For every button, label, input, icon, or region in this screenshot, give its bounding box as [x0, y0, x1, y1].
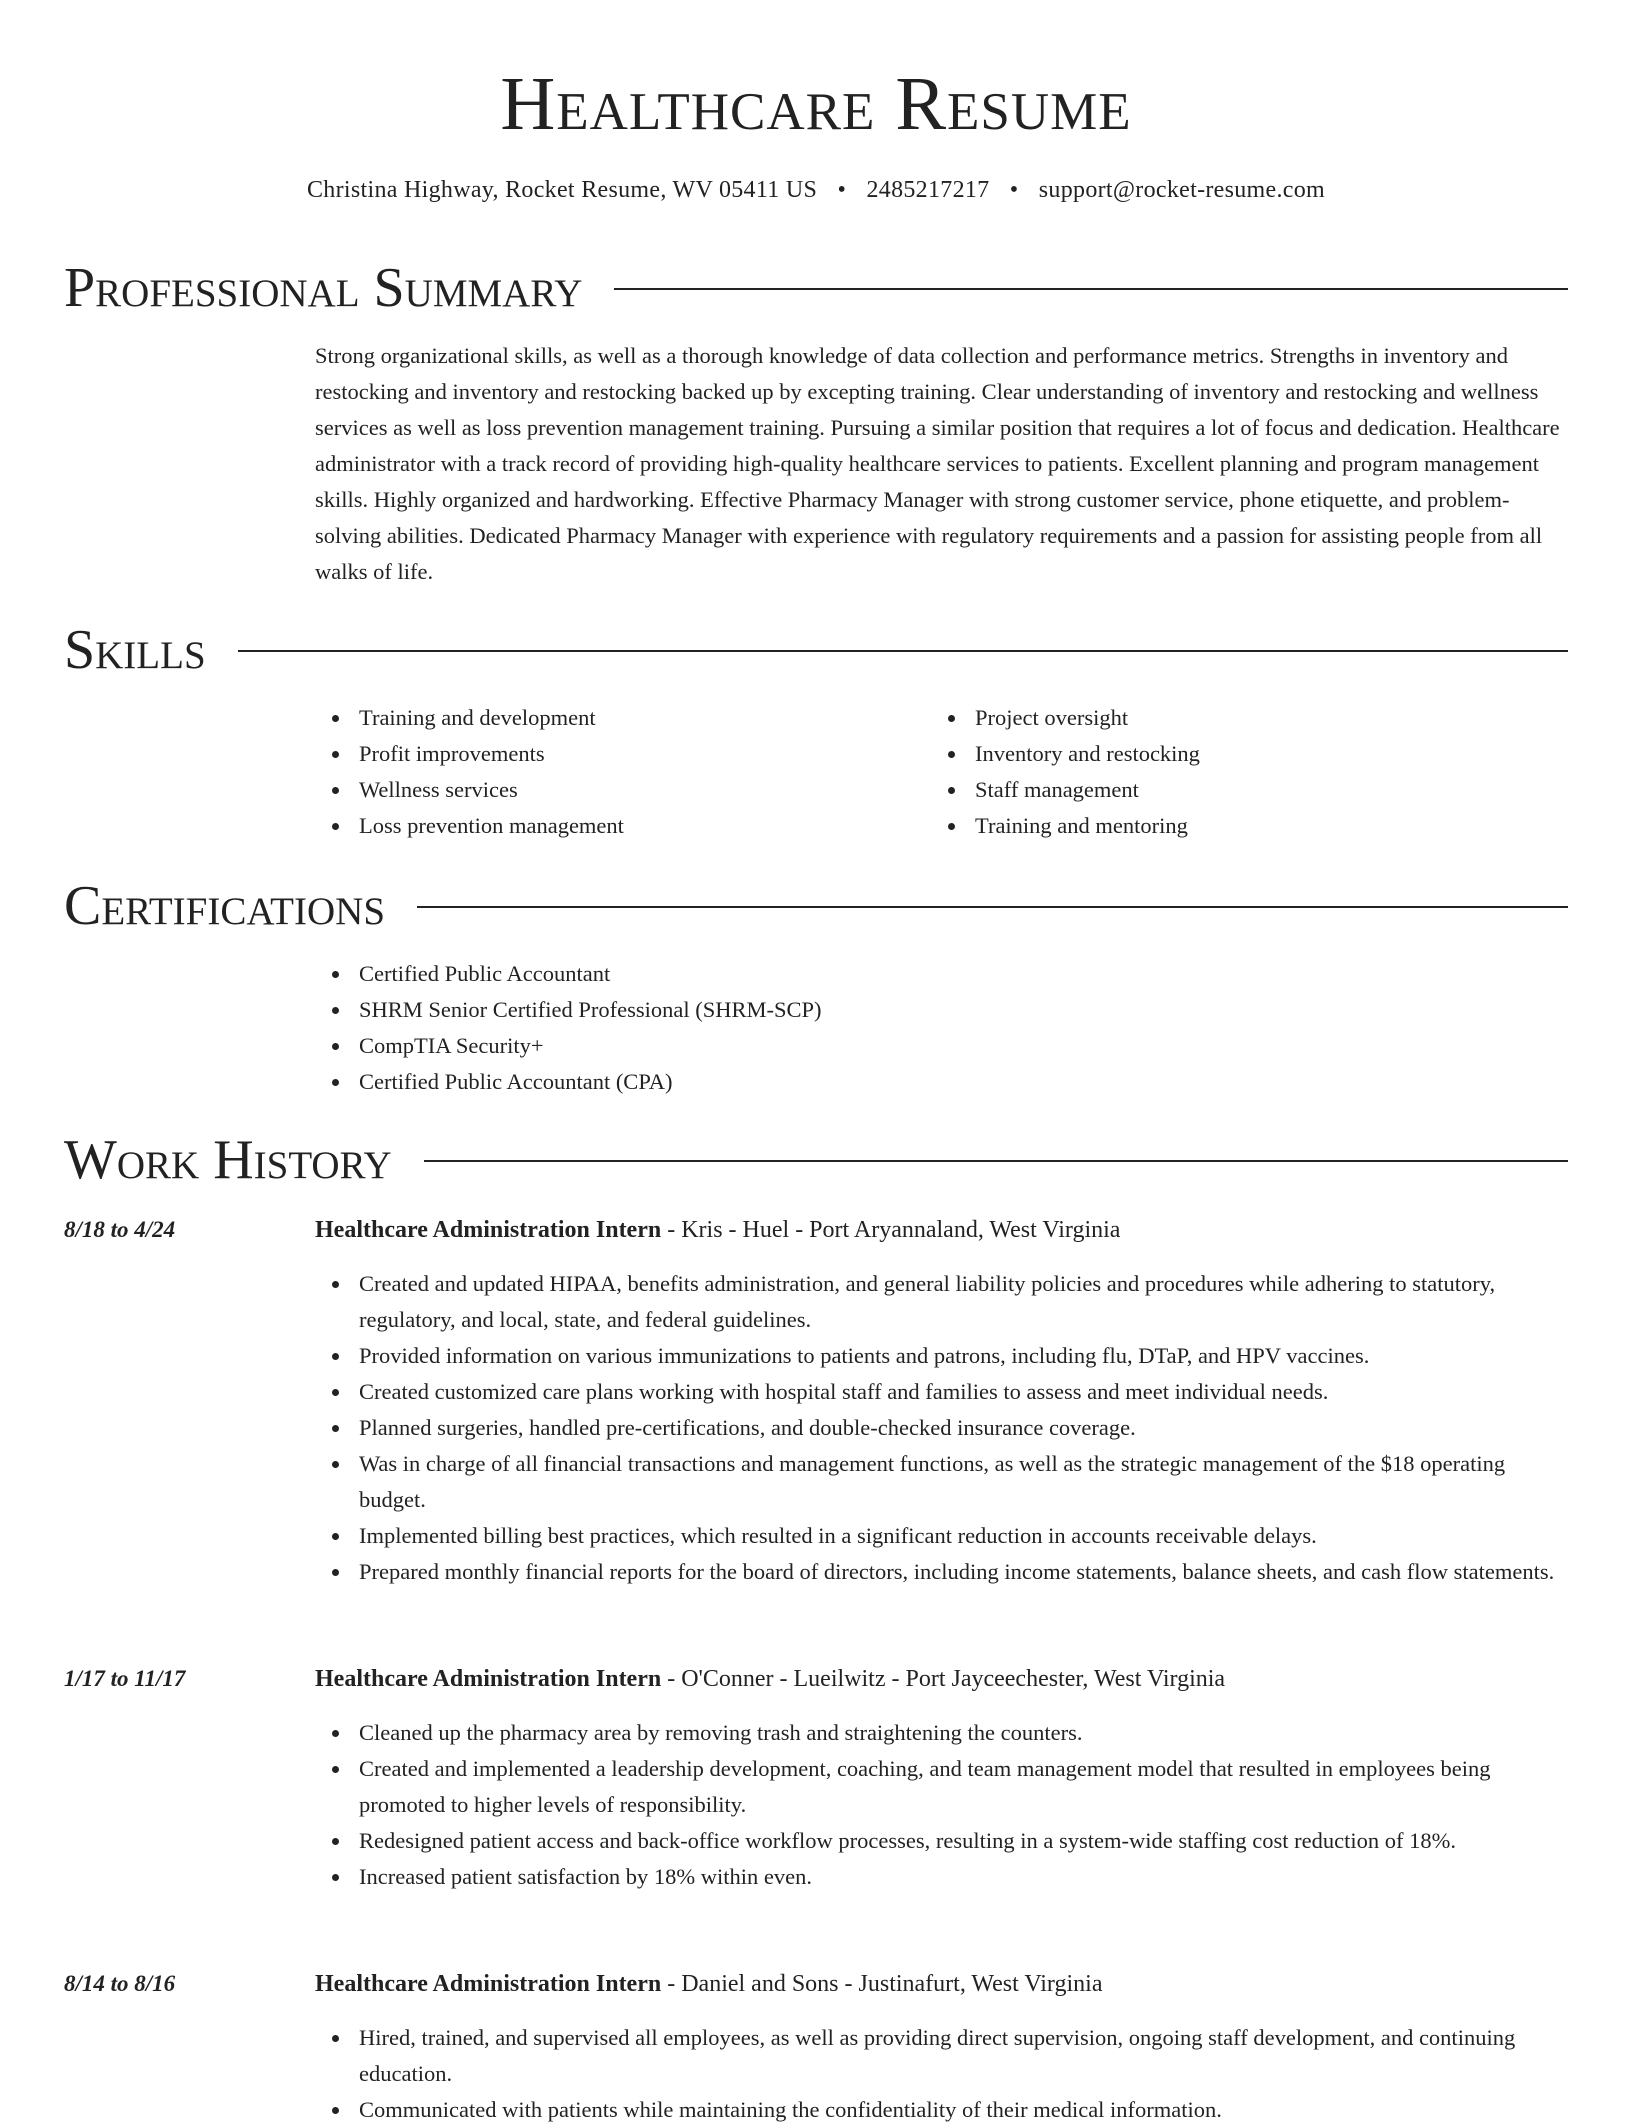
job-header [315, 1212, 1568, 1248]
contact-address: Christina Highway, Rocket Resume, WV 05411 US [307, 177, 818, 203]
job-bullet: Redesigned patient access and back-office workflow processes, resulting in a system-wide staffing cost reduction of 18%. [359, 1823, 1568, 1859]
skill-item: Staff management [975, 772, 1531, 808]
skill-item: Profit improvements [359, 736, 915, 772]
job-bullet: Prepared monthly financial reports for the board of directors, including income statements, balance sheets, and cash flow statements. [359, 1554, 1568, 1590]
work-heading: Work History [64, 1129, 392, 1191]
certifications-block [315, 956, 1568, 1100]
job-bullet-list [315, 1266, 1568, 1590]
job-bullet-list [315, 1715, 1568, 1895]
job-bullet: Communicated with patients while maintaining the confidentiality of their medical information. [359, 2092, 1568, 2128]
section-divider [424, 1160, 1568, 1162]
contact-separator: • [837, 177, 847, 203]
skill-item: Project oversight [975, 700, 1531, 736]
contact-phone: 2485217217 [866, 177, 990, 203]
job-bullet: Planned surgeries, handled pre-certifications, and double-checked insurance coverage. [359, 1410, 1568, 1446]
skill-item: Training and mentoring [975, 808, 1531, 844]
contact-email: support@rocket-resume.com [1038, 177, 1325, 203]
job-bullet: Provided information on various immunizations to patients and patrons, including flu, DTaP, and HPV vaccines. [359, 1338, 1568, 1374]
contact-separator: • [1009, 177, 1019, 203]
job-header [315, 1661, 1568, 1697]
job-bullet: Created and updated HIPAA, benefits administration, and general liability policies and procedures while adhering to statutory, regulatory, and local, state, and federal guidelines. [359, 1266, 1568, 1338]
skills-column-left [315, 700, 915, 844]
skill-item: Wellness services [359, 772, 915, 808]
skills-column-right [931, 700, 1531, 844]
section-divider [614, 288, 1568, 290]
certification-item: Certified Public Accountant (CPA) [359, 1064, 1568, 1100]
skills-heading: Skills [64, 619, 206, 681]
job-bullet: Was in charge of all financial transactions and management functions, as well as the strategic management of the $18 operating budget. [359, 1446, 1568, 1518]
job-dates: 1/17 to 11/17 [64, 1666, 186, 1691]
job-responsibilities [315, 1715, 1568, 1895]
skills-list-right [931, 700, 1531, 844]
job-role: Healthcare Administration Intern [315, 1217, 662, 1243]
section-divider [417, 906, 1568, 908]
skill-item: Loss prevention management [359, 808, 915, 844]
certifications-list [315, 956, 1568, 1100]
job-header [315, 1966, 1568, 2002]
job-role: Healthcare Administration Intern [315, 1666, 662, 1692]
job-bullet: Created and implemented a leadership development, coaching, and team management model that resulted in employees being promoted to higher levels of responsibility. [359, 1751, 1568, 1823]
skill-item: Inventory and restocking [975, 736, 1531, 772]
summary-text: Strong organizational skills, as well as a thorough knowledge of data collection and performance metrics. Strengths in inventory and restocking and inventory and restocking backed up by excepting training. Clear understanding of inventory and restocking and wellness services as well as loss prevention management training. Pursuing a similar position that requires a lot of focus and dedication. Healthcare administrator with a track record of providing high-quality healthcare services to patients. Excellent planning and program management skills. Highly organized and hardworking. Effective Pharmacy Manager with strong customer service, phone etiquette, and problem-solving abilities. Dedicated Pharmacy Manager with experience with regulatory requirements and a passion for assisting people from all walks of life. [315, 343, 1560, 584]
summary-section-header [64, 256, 1568, 320]
skills-list-left [315, 700, 915, 844]
certification-item: SHRM Senior Certified Professional (SHRM-SCP) [359, 992, 1568, 1028]
certification-item: CompTIA Security+ [359, 1028, 1568, 1064]
resume-title: Healthcare Resume [500, 62, 1132, 146]
certifications-section-header [64, 874, 1568, 938]
skill-item: Training and development [359, 700, 915, 736]
contact-line [64, 174, 1568, 206]
job-role: Healthcare Administration Intern [315, 1971, 662, 1997]
job-details: - Daniel and Sons - Justinafurt, West Virginia [661, 1971, 1103, 1997]
certification-item: Certified Public Accountant [359, 956, 1568, 992]
summary-heading: Professional Summary [64, 257, 583, 319]
job-dates: 8/18 to 4/24 [64, 1217, 176, 1242]
work-section-header [64, 1128, 1568, 1192]
skills-section-header [64, 618, 1568, 682]
job-details: - O'Conner - Lueilwitz - Port Jayceechester, West Virginia [661, 1666, 1226, 1692]
job-bullet: Hired, trained, and supervised all employees, as well as providing direct supervision, ongoing staff development, and continuing education. [359, 2020, 1568, 2092]
job-dates: 8/14 to 8/16 [64, 1971, 176, 1996]
certifications-heading: Certifications [64, 875, 386, 937]
job-details: - Kris - Huel - Port Aryannaland, West Virginia [661, 1217, 1121, 1243]
section-divider [238, 650, 1568, 652]
job-bullet: Cleaned up the pharmacy area by removing trash and straightening the counters. [359, 1715, 1568, 1751]
job-responsibilities [315, 1266, 1568, 1590]
job-bullet: Implemented billing best practices, which resulted in a significant reduction in accounts receivable delays. [359, 1518, 1568, 1554]
job-bullet: Created customized care plans working with hospital staff and families to assess and meet individual needs. [359, 1374, 1568, 1410]
job-bullet: Increased patient satisfaction by 18% within even. [359, 1859, 1568, 1895]
